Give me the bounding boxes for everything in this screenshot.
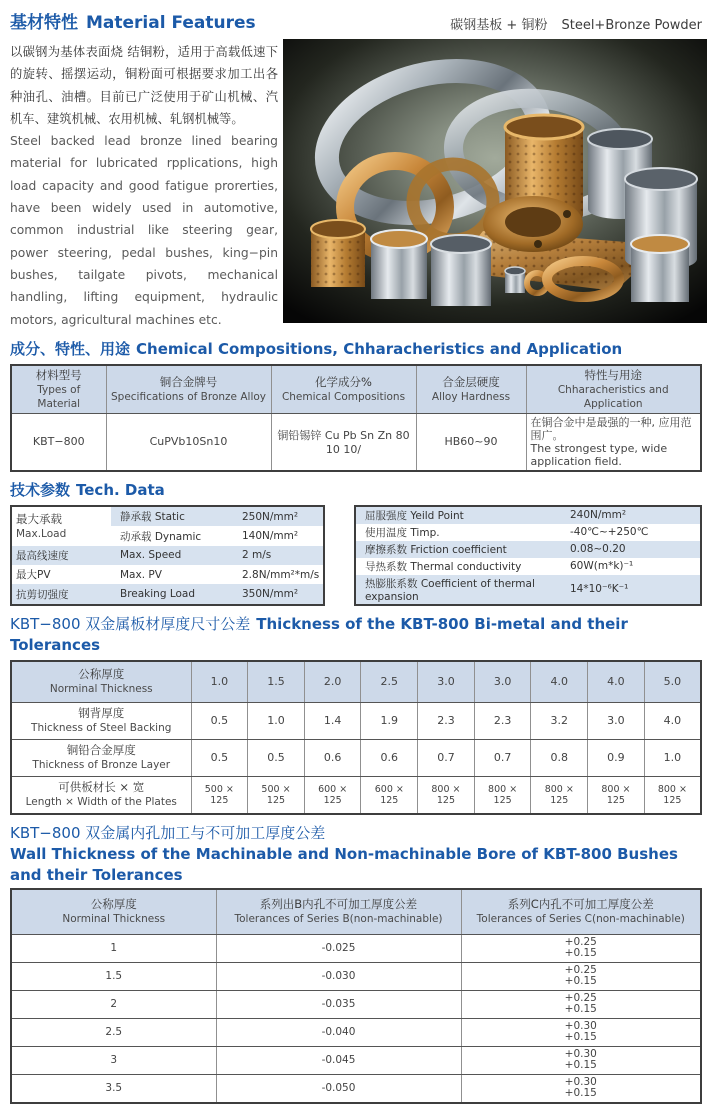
series-c-cell xyxy=(461,1018,701,1046)
thickness-cell: 2.5 xyxy=(11,1018,216,1046)
bimetal-heading xyxy=(10,614,702,656)
series-c-cell xyxy=(461,1046,701,1074)
yield-point-value: 240N/mm² xyxy=(561,506,701,524)
tech-tables xyxy=(10,505,702,606)
table-row xyxy=(11,934,701,962)
tolerance-upper: +0.30 xyxy=(564,1020,597,1033)
page-title xyxy=(10,8,256,33)
composition-heading xyxy=(10,339,702,360)
max-pv-label: Max. PV xyxy=(120,568,162,581)
column-header xyxy=(416,365,526,414)
column-header-en: Specifications of Bronze Alloy xyxy=(110,390,266,403)
tolerance-table xyxy=(10,888,702,1104)
application-cell xyxy=(526,413,701,471)
max-load-en: Max.Load xyxy=(16,527,67,540)
tolerance-upper: +0.30 xyxy=(564,1076,597,1089)
tolerance-upper: +0.25 xyxy=(564,936,597,949)
column-header xyxy=(271,365,416,414)
row-label-zh: 钢背厚度 xyxy=(78,706,125,721)
table-cell: 0.7 xyxy=(474,739,531,776)
table-row xyxy=(11,1046,701,1074)
max-speed-zh: 最高线速度 xyxy=(11,546,111,565)
intro-text xyxy=(10,39,278,331)
series-c-cell xyxy=(461,962,701,990)
tech-table-right xyxy=(354,505,702,606)
bronze-layer-header xyxy=(11,739,191,776)
page-title-zh: 基材特性 xyxy=(10,13,78,33)
bronze-alloy-cell: CuPVb10Sn10 xyxy=(106,413,271,471)
tech-heading-en: Tech. Data xyxy=(76,480,165,499)
thickness-value: 4.0 xyxy=(531,661,588,703)
yield-point-label: 屈服强度 Yeild Point xyxy=(355,506,561,524)
table-row xyxy=(11,990,701,1018)
column-header-zh: 系列出B内孔不可加工厚度公差 xyxy=(259,897,418,912)
table-row xyxy=(355,541,701,558)
material-tag-zh: 碳钢基板 + 铜粉 xyxy=(450,18,548,33)
series-b-cell: -0.050 xyxy=(216,1074,461,1103)
table-row xyxy=(355,558,701,575)
column-header-en: Tolerances of Series B(non-machinable) xyxy=(234,913,443,926)
tolerance-upper: +0.25 xyxy=(564,992,597,1005)
application-en: The strongest type, wide application field. xyxy=(530,441,668,468)
column-header-en: Tolerances of Series C(non-machinable) xyxy=(476,913,685,926)
max-pv-value: 2.8N/mm²*m/s xyxy=(242,568,320,581)
thickness-value: 1.5 xyxy=(248,661,305,703)
chemical-composition-cell: 铜铅锡锌 Cu Pb Sn Zn 80 10 10/ xyxy=(271,413,416,471)
dynamic-load-label: 动承载 Dynamic xyxy=(120,530,202,543)
hardness-cell: HB60~90 xyxy=(416,413,526,471)
application-zh: 在铜合金中是最强的一种, 应用范围广。 xyxy=(530,415,692,442)
table-cell: 0.5 xyxy=(248,739,305,776)
nominal-thickness-zh: 公称厚度 xyxy=(78,667,125,682)
thickness-value: 4.0 xyxy=(588,661,645,703)
column-header-zh: 材料型号 xyxy=(35,367,82,382)
friction-label: 摩擦系数 Friction coefficient xyxy=(355,541,561,558)
friction-value: 0.08~0.20 xyxy=(561,541,701,558)
series-b-cell: -0.040 xyxy=(216,1018,461,1046)
table-row xyxy=(11,546,324,565)
composition-heading-zh: 成分、特性、用途 xyxy=(10,339,131,358)
bushings-photo-illustration xyxy=(283,39,707,323)
row-label-zh: 铜铅合金厚度 xyxy=(66,743,136,758)
table-cell: 1.0 xyxy=(248,702,305,739)
static-load-value: 250N/mm² xyxy=(233,506,324,526)
max-speed-label: Max. Speed xyxy=(111,546,233,565)
material-tag-en: Steel+Bronze Powder xyxy=(561,18,702,33)
table-cell: 500 × 125 xyxy=(191,776,248,814)
material-type-cell: KBT−800 xyxy=(11,413,106,471)
row-label-en: Length × Width of the Plates xyxy=(25,796,177,809)
table-cell: 2.3 xyxy=(418,702,475,739)
table-row xyxy=(11,776,701,814)
table-cell: 600 × 125 xyxy=(304,776,361,814)
table-cell: 1.4 xyxy=(304,702,361,739)
series-b-cell: -0.030 xyxy=(216,962,461,990)
composition-table xyxy=(10,364,702,472)
table-cell: 800 × 125 xyxy=(531,776,588,814)
intro-section xyxy=(10,39,702,331)
column-header xyxy=(11,365,106,414)
max-pv-zh: 最大PV xyxy=(16,569,51,582)
thickness-value: 3.0 xyxy=(474,661,531,703)
thickness-value: 2.5 xyxy=(361,661,418,703)
table-cell: 0.9 xyxy=(588,739,645,776)
table-cell: 3.2 xyxy=(531,702,588,739)
series-c-cell xyxy=(461,990,701,1018)
table-row xyxy=(11,565,324,584)
table-cell: 0.8 xyxy=(531,739,588,776)
table-row xyxy=(11,962,701,990)
thickness-cell: 2 xyxy=(11,990,216,1018)
bimetal-heading-zh: KBT−800 双金属板材厚度尺寸公差 xyxy=(10,614,251,633)
table-row xyxy=(11,506,324,526)
table-cell: 800 × 125 xyxy=(588,776,645,814)
max-speed-value: 2 m/s xyxy=(233,546,324,565)
column-header-zh: 系列C内孔不可加工厚度公差 xyxy=(507,897,654,912)
table-row xyxy=(11,1018,701,1046)
column-header xyxy=(11,889,216,935)
column-header-zh: 特性与用途 xyxy=(584,367,642,382)
page-header xyxy=(10,8,702,33)
table-row xyxy=(11,1074,701,1103)
bimetal-heading-en: Thickness of the KBT-800 Bi-metal and their Tolerances xyxy=(10,614,628,654)
table-cell: 0.6 xyxy=(361,739,418,776)
tolerance-lower: +0.15 xyxy=(564,947,597,960)
column-header-zh: 合金层硬度 xyxy=(442,374,500,389)
column-header xyxy=(216,889,461,935)
table-cell: 1.9 xyxy=(361,702,418,739)
table-cell: 600 × 125 xyxy=(361,776,418,814)
intro-paragraph-en: Steel backed lead bronze lined bearing material for lubricated rpplications, high load capacity and good fatigue prorerties, have been widely used in automotive, common industrial like steering gear, power steering, pedal bushes, king−pin bushes, tailgate pivots, mechanical handling, lifting equipment, hydraulic motors, agricultural machines etc. xyxy=(10,134,278,327)
table-cell: 800 × 125 xyxy=(418,776,475,814)
temperature-label: 使用温度 Timp. xyxy=(365,526,440,539)
table-cell: 0.5 xyxy=(191,702,248,739)
composition-heading-en: Chemical Compositions, Chharacheristics and Application xyxy=(136,339,623,358)
thickness-value: 3.0 xyxy=(418,661,475,703)
table-row xyxy=(11,739,701,776)
tolerance-lower: +0.15 xyxy=(564,975,597,988)
table-cell: 2.3 xyxy=(474,702,531,739)
table-cell: 0.5 xyxy=(191,739,248,776)
series-b-cell: -0.045 xyxy=(216,1046,461,1074)
series-b-cell: -0.025 xyxy=(216,934,461,962)
table-cell: 4.0 xyxy=(644,702,701,739)
table-cell: 3.0 xyxy=(588,702,645,739)
conductivity-label: 导热系数 Thermal conductivity xyxy=(365,560,522,573)
static-load-label: 静承载 Static xyxy=(111,506,233,526)
thickness-value: 5.0 xyxy=(644,661,701,703)
max-load-cell xyxy=(11,506,111,546)
page-title-en: Material Features xyxy=(86,13,256,33)
table-cell: 0.7 xyxy=(418,739,475,776)
expansion-value: 14*10⁻⁶K⁻¹ xyxy=(561,575,701,605)
tolerance-heading-en: Wall Thickness of the Machinable and Non-machinable Bore of KBT-800 Bushes and their Tolerances xyxy=(10,844,678,884)
table-row xyxy=(355,506,701,524)
column-header-en: Chemical Compositions xyxy=(281,390,406,403)
tolerance-lower: +0.15 xyxy=(564,1059,597,1072)
nominal-thickness-en: Norminal Thickness xyxy=(49,683,153,696)
column-header-zh: 铜合金牌号 xyxy=(159,374,218,389)
table-row xyxy=(11,413,701,471)
breaking-load-label: Breaking Load xyxy=(111,584,233,605)
tolerance-upper: +0.25 xyxy=(564,964,597,977)
intro-paragraph-zh: 以碳钢为基体表面烧 结铜粉，适用于高载低速下的旋转、摇摆运动，铜粉面可根据要求加工出各种油孔、油槽。目前已广泛使用于矿山机械、汽机车、建筑机械、农用机械、轧钢机械等。 xyxy=(10,45,278,126)
thickness-value: 1.0 xyxy=(191,661,248,703)
breaking-load-value: 350N/mm² xyxy=(233,584,324,605)
table-cell: 0.6 xyxy=(304,739,361,776)
thickness-value: 2.0 xyxy=(304,661,361,703)
nominal-thickness-header xyxy=(11,661,191,703)
tolerance-lower: +0.15 xyxy=(564,1003,597,1016)
tech-data-heading xyxy=(10,480,702,501)
max-load-zh: 最大承载 xyxy=(16,511,62,526)
material-tag xyxy=(450,14,702,33)
thickness-cell: 1 xyxy=(11,934,216,962)
plate-size-header xyxy=(11,776,191,814)
row-label-en: Thickness of Bronze Layer xyxy=(32,759,171,772)
thickness-cell: 3.5 xyxy=(11,1074,216,1103)
tech-heading-zh: 技术参数 xyxy=(10,480,71,499)
tech-table-left xyxy=(10,505,325,606)
bimetal-table xyxy=(10,660,702,815)
tolerance-heading xyxy=(10,823,702,886)
column-header xyxy=(106,365,271,414)
thickness-cell: 3 xyxy=(11,1046,216,1074)
expansion-label: 热膨胀系数 Coefficient of thermal expansion xyxy=(355,575,561,605)
breaking-load-zh: 抗剪切强度 xyxy=(11,584,111,605)
temperature-value: -40℃~+250℃ xyxy=(570,526,649,539)
tolerance-heading-zh: KBT−800 双金属内孔加工与不可加工厚度公差 xyxy=(10,823,326,842)
product-photo xyxy=(283,39,707,323)
tolerance-lower: +0.15 xyxy=(564,1031,597,1044)
conductivity-value: 60W(m*k)⁻¹ xyxy=(570,560,634,573)
column-header-en: Alloy Hardness xyxy=(431,390,511,403)
table-row xyxy=(11,702,701,739)
tolerance-lower: +0.15 xyxy=(564,1087,597,1100)
dynamic-load-value: 140N/mm² xyxy=(242,530,299,542)
series-c-cell xyxy=(461,934,701,962)
table-cell: 800 × 125 xyxy=(644,776,701,814)
column-header-en: Norminal Thickness xyxy=(62,913,166,926)
table-row xyxy=(11,889,701,935)
table-row xyxy=(355,524,701,541)
table-row xyxy=(355,575,701,605)
thickness-cell: 1.5 xyxy=(11,962,216,990)
column-header xyxy=(526,365,701,414)
row-label-en: Thickness of Steel Backing xyxy=(31,722,172,735)
column-header-zh: 公称厚度 xyxy=(90,897,137,912)
table-cell: 1.0 xyxy=(644,739,701,776)
column-header-zh: 化学成分% xyxy=(315,374,372,389)
table-cell: 500 × 125 xyxy=(248,776,305,814)
table-row xyxy=(11,584,324,605)
row-label-zh: 可供板材长 × 宽 xyxy=(58,780,145,795)
series-b-cell: -0.035 xyxy=(216,990,461,1018)
tolerance-upper: +0.30 xyxy=(564,1048,597,1061)
column-header-en: Types of Material xyxy=(37,383,81,410)
table-row xyxy=(11,661,701,703)
series-c-cell xyxy=(461,1074,701,1103)
column-header xyxy=(461,889,701,935)
steel-backing-header xyxy=(11,702,191,739)
column-header-en: Chharacheristics and Application xyxy=(557,383,669,410)
table-cell: 800 × 125 xyxy=(474,776,531,814)
